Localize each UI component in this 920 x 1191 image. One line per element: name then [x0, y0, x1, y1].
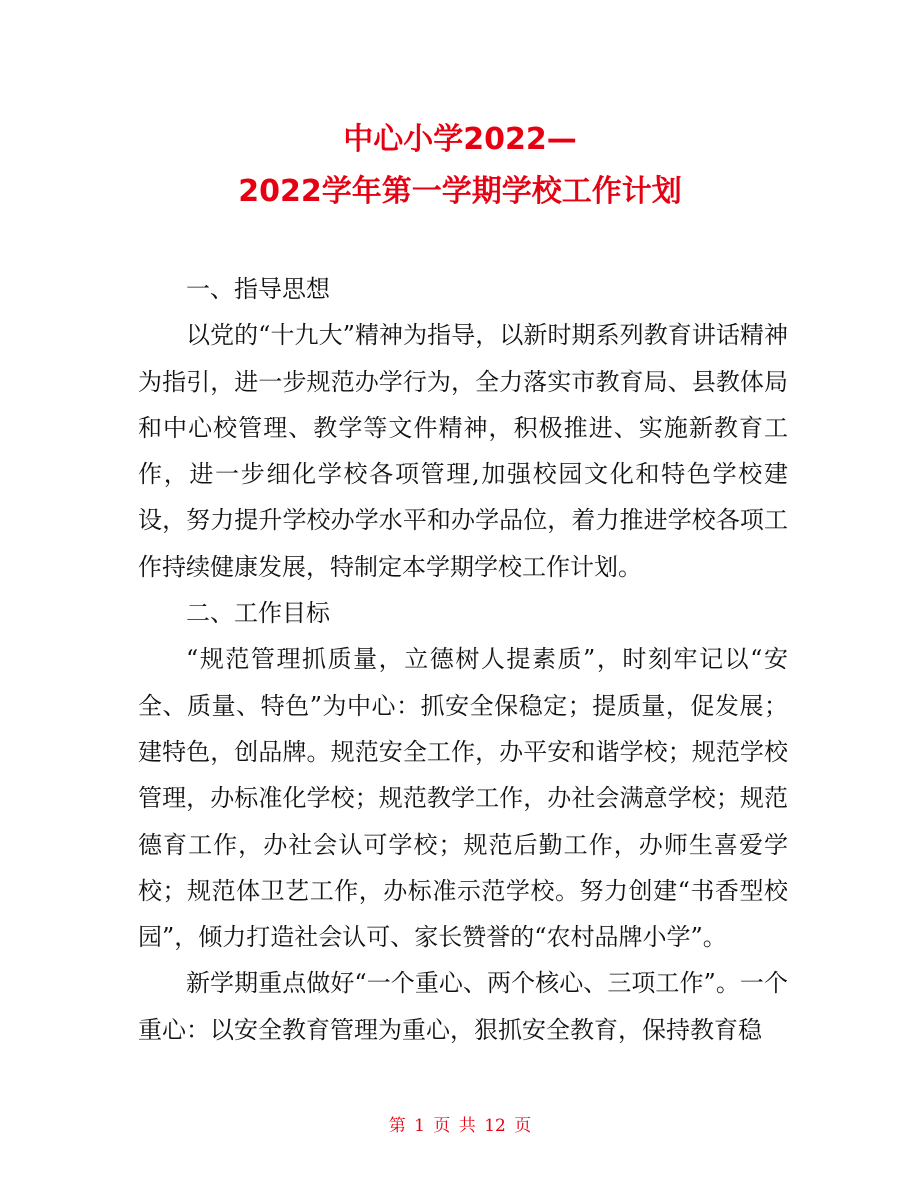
paragraph-semester-focus: 新学期重点做好“一个重心、两个核心、三项工作”。一个重心：以安全教育管理为重心，狠抓安全教育，保持教育稳	[138, 969, 788, 1044]
page-number-footer: 第 1 页 共 12 页	[388, 1116, 532, 1136]
document-body	[138, 266, 788, 1053]
paragraph-guiding-ideology: 以党的“十九大”精神为指导，以新时期系列教育讲话精神为指引，进一步规范办学行为，全力落实市教育局、县教体局和中心校管理、教学等文件精神，积极推进、实施新教育工作，进一步细化学校各项管理,加强校园文化和特色学校建设，努力提升学校办学水平和办学品位，着力推进学校各项工作持续健康发展，特制定本学期学校工作计划。	[138, 321, 788, 581]
document-title-line-2: 2022学年第一学期学校工作计划	[238, 174, 682, 209]
paragraph-work-goals: “规范管理抓质量，立德树人提素质”，时刻牢记以“安全、质量、特色”为中心：抓安全保稳定；提质量，促发展；建特色，创品牌。规范安全工作，办平安和谐学校；规范学校管理，办标准化学校；规范教学工作，办社会满意学校；规范德育工作，办社会认可学校；规范后勤工作，办师生喜爱学校；规范体卫艺工作，办标准示范学校。努力创建“书香型校园”，倾力打造社会认可、家长赞誉的“农村品牌小学”。	[138, 645, 788, 952]
section-heading-work-goals: 二、工作目标	[186, 599, 330, 628]
document-title-line-1: 中心小学2022—	[343, 122, 577, 157]
section-heading-guiding-ideology: 一、指导思想	[186, 275, 330, 303]
